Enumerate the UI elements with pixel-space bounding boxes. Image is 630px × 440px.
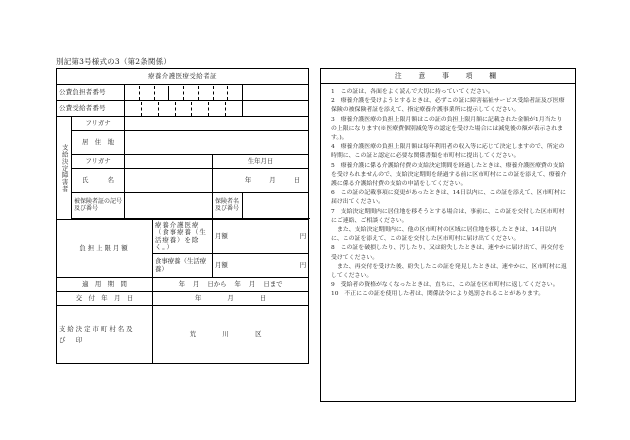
note-item: 9 受給者の資格がなくなったときは、直ちに、この証を区市町村に返してください。 (331, 282, 559, 289)
birth-month-unit: 月 (269, 175, 276, 184)
note-item: 8 この証を破損したり、汚したり、又は紛失したときは、速やかに届け出て、再交付を受けてください。 (331, 245, 565, 261)
issue-day-unit: 日 (259, 293, 267, 302)
notes-panel (320, 68, 576, 402)
note-item: 2 療養介護を受けようとするときは、必ずこの証に障害福祉サービス受給者証及び医療保険の被保険者証を添えて、指定療養介護事業所に提示してください。 (331, 98, 565, 114)
birth-year-unit: 年 (244, 175, 252, 184)
insured-card-field[interactable] (125, 193, 213, 219)
recipient-number-field[interactable] (125, 101, 243, 117)
address-field[interactable] (125, 131, 309, 155)
note-item: 4 療養介護医療の負担上限月額は毎年利用者の収入等に応じて決定しますので、所定の時期に、この証と認定に必要な関係書類を市町村に提出してください。 (331, 144, 565, 160)
name-furigana-field[interactable] (125, 155, 213, 169)
valid-period-field[interactable] (153, 278, 309, 292)
recipient-certificate-form (56, 68, 308, 404)
valid-from-day: 日から (207, 279, 227, 288)
medical-care-label: 療養介護医療（食事療養（生活療養）を除く。） (153, 220, 213, 254)
issue-month-unit: 月 (227, 293, 234, 302)
payer-number-field[interactable] (125, 85, 243, 101)
valid-period-label: 適 用 期 間 (57, 278, 153, 292)
birth-date-label: 生年月日 (213, 155, 309, 169)
note-item: 3 療養介護医療の負担上限月額はこの証の負担上限月額に記載された金額が1月当たりの上限になります(※医療費個別減免等の認定を受けた場合には減免後の額が表示されます。)。 (331, 116, 564, 142)
valid-from-month: 月 (192, 279, 200, 288)
note-item: また、支給決定期間内に、他の区市町村の区域に居住地を移したときは、14日以内に、この証を添えて、この証を交付した区市町村に届け出てください。 (331, 227, 557, 243)
form-title: 療養介護医療受給者証 (57, 69, 309, 85)
issue-date-label: 交 付 年 月 日 (57, 292, 153, 306)
note-item: 10 不正にこの証を使用した者は、関係法令により処罰されることがあります。 (331, 291, 545, 298)
name-furigana-label: フリガナ (72, 155, 125, 169)
note-item: 6 この証の記載事項に変更があったときは、14日以内に、この証を添えて、区市町村に届け出てください。 (331, 190, 566, 206)
name-field[interactable] (125, 169, 213, 193)
beneficiary-section-label: 支給決定障害者 (57, 117, 72, 220)
note-item: また、再交付を受けた後、紛失したこの証を発見したときは、速やかに、区市町村に返してください。 (331, 263, 567, 280)
notes-title: 注 意 事 項 欄 (321, 69, 575, 84)
name-label: 氏 名 (72, 169, 125, 193)
city-field (153, 306, 309, 364)
city-name: 荒 川 区 (189, 329, 272, 338)
insured-card-label: 被保険者証の記号及び番号 (72, 193, 125, 219)
birth-date-field[interactable] (213, 169, 309, 193)
insurer-field[interactable] (243, 193, 309, 219)
recipient-number-label: 公費受給者番号 (57, 101, 125, 117)
yen-unit: 円 (299, 231, 307, 240)
form-caption: 別記第3号様式の3（第2条関係） (56, 57, 172, 66)
meal-care-amount[interactable] (213, 254, 309, 278)
address-label: 居 住 地 (72, 131, 125, 155)
valid-from-year: 年 (178, 279, 185, 288)
monthly-label: 月額 (215, 231, 228, 240)
valid-to-year: 年 (234, 279, 241, 288)
city-label: 支給決定市町村名及 び 印 (57, 306, 153, 364)
issue-year-unit: 年 (194, 293, 202, 302)
payer-number-label: 公費負担者番号 (57, 85, 125, 101)
issue-date-field[interactable] (153, 292, 309, 306)
yen-unit: 円 (299, 260, 307, 269)
insurer-label: 保険者名及び番号 (213, 193, 243, 219)
furigana-label: フリガナ (72, 117, 125, 131)
monthly-label: 月額 (215, 260, 228, 269)
note-item: 7 支給決定期間内に居住地を移そうとする場合は、事前に、この証を交付した区市町村にご連絡、ご相談ください。 (331, 208, 565, 224)
address-furigana-field[interactable] (125, 117, 309, 131)
notes-body (321, 84, 575, 300)
birth-day-unit: 日 (293, 175, 301, 184)
limit-amount-label: 負担上限月額 (57, 220, 153, 278)
note-item: 5 療養介護に係る介護給付費の支給決定期間を経過したときは、療養介護医療費の支給を受けられませんので、支給決定期間を経過する前に区市町村にこの証を添えて、療養介護に係る介護給付費の支給の申請をしてください。 (331, 162, 567, 188)
valid-to-day: 日まで (263, 279, 283, 288)
medical-care-amount[interactable] (213, 220, 309, 254)
meal-care-label: 食事療養（生活療養） (153, 254, 213, 278)
note-item: 1 この証は、各面をよく読んで大切に持っていてください。 (331, 89, 494, 95)
valid-to-month: 月 (248, 279, 256, 288)
